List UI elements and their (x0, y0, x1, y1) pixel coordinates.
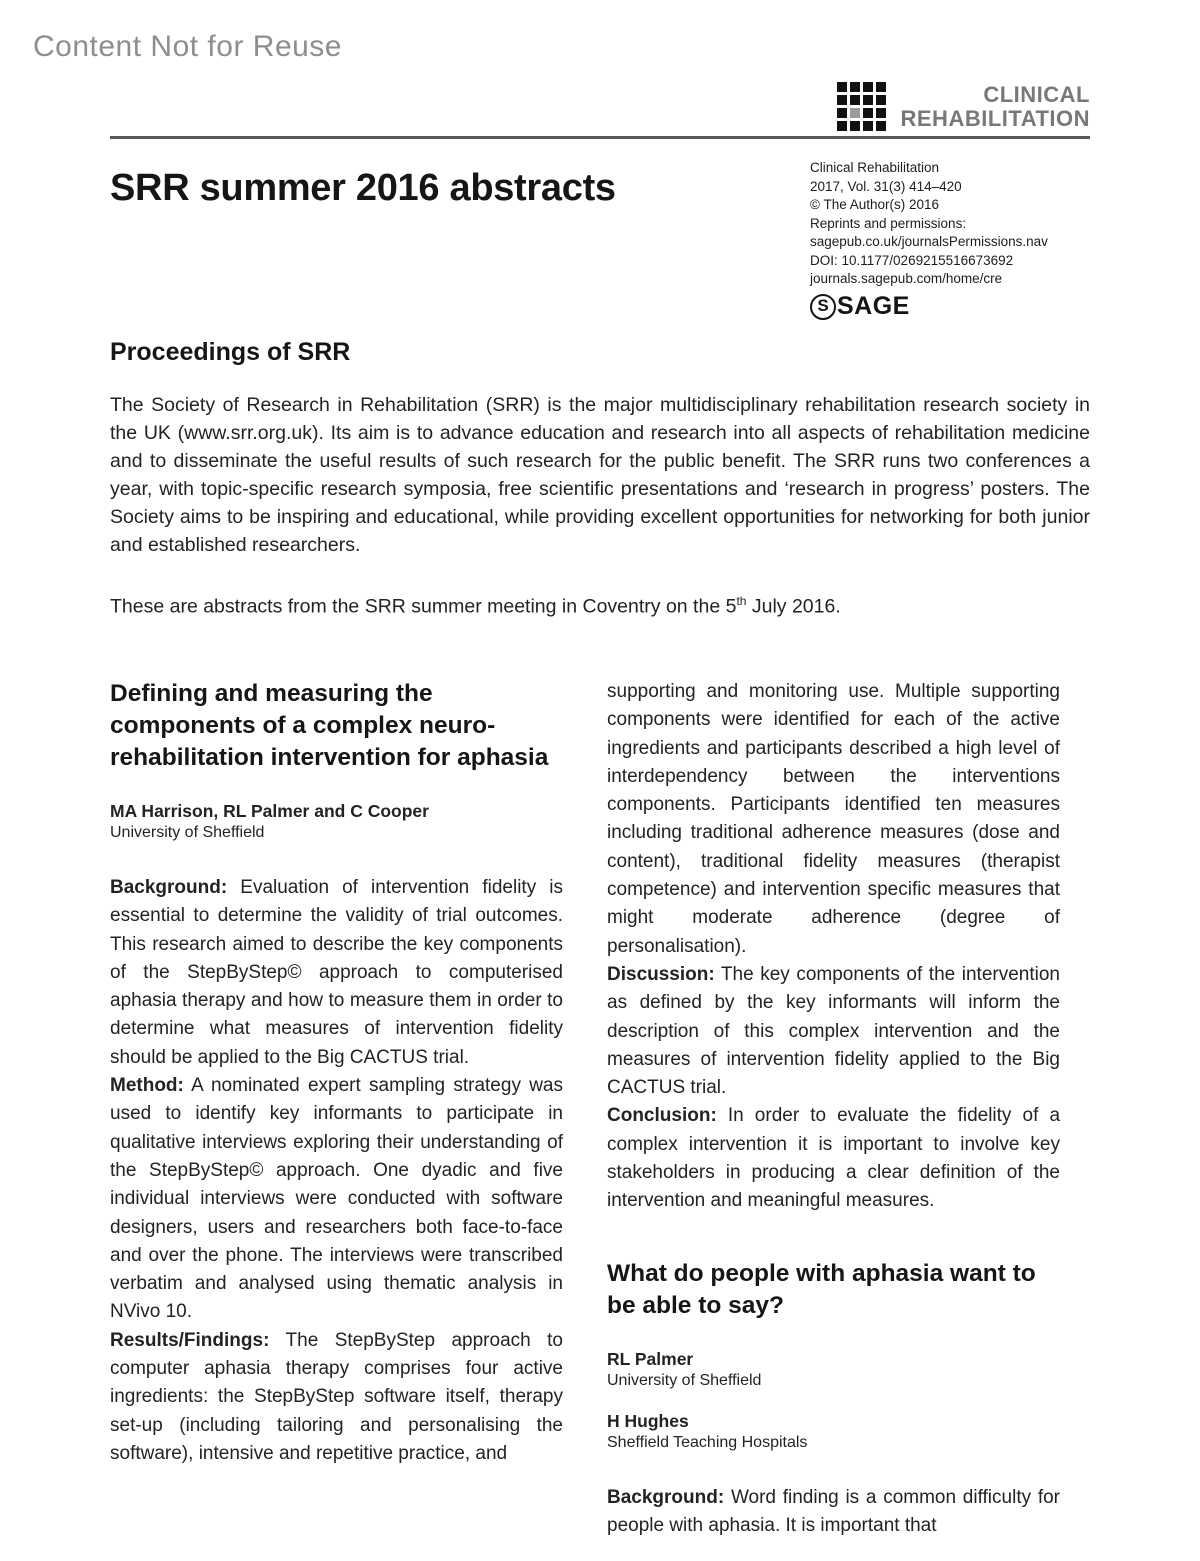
left-column (110, 678, 563, 1540)
sage-logo (810, 294, 1090, 320)
pub-info-permissions-url: sagepub.co.uk/journalsPermissions.nav (810, 234, 1048, 249)
abstract1-body-continued (607, 678, 1060, 1216)
author-name: RL Palmer (607, 1348, 694, 1369)
article-title: SRR summer 2016 abstracts (110, 167, 616, 209)
abstract1-title: Defining and measuring the components of a complex neuro-rehabilitation intervention for aphasia (110, 680, 549, 771)
journal-name-line1: CLINICAL (983, 81, 1090, 107)
page-content (110, 0, 1090, 1540)
header-rule (110, 136, 1090, 139)
journal-grid-logo-icon (837, 82, 886, 131)
right-column (607, 678, 1060, 1540)
discussion-label: Discussion: (607, 963, 715, 985)
results-paragraph (110, 1327, 563, 1468)
abstract2-title: What do people with aphasia want to be able to say? (607, 1259, 1036, 1319)
sage-wordmark: SAGE (837, 292, 910, 321)
sage-s-icon: S (810, 294, 836, 320)
meeting-note (110, 587, 1090, 621)
pub-info-journal: Clinical Rehabilitation (810, 160, 940, 175)
author-affiliation: University of Sheffield (110, 824, 265, 841)
pub-info-reprints: Reprints and permissions: (810, 215, 967, 231)
article-header (110, 159, 1090, 320)
background-paragraph (607, 1484, 1060, 1541)
pub-info-doi: DOI: 10.1177/0269215516673692 (810, 252, 1014, 268)
results-continued-paragraph: supporting and monitoring use. Multiple supporting components were identified for each of the active ingredients and participants described a high level of interdependency between the interventions components. Participants identified ten measures including traditional adherence measures (dose and content), traditional fidelity measures (therapist competence) and intervention specific measures that might moderate adherence (degree of personalisation). (607, 681, 1060, 957)
meeting-note-ordinal: th (736, 593, 747, 608)
conclusion-text: In order to evaluate the fidelity of a complex intervention it is important to involve key stakeholders in producing a clear definition of the intervention and meaningful measures. (607, 1105, 1061, 1212)
watermark-text: Content Not for Reuse (33, 30, 342, 63)
journal-name (901, 83, 1091, 131)
publication-info (810, 159, 1090, 320)
author-affiliation: Sheffield Teaching Hospitals (607, 1433, 808, 1451)
author-affiliation: University of Sheffield (607, 1371, 762, 1389)
results-label: Results/Findings: (110, 1329, 270, 1351)
method-paragraph (110, 1072, 563, 1327)
background-label: Background: (607, 1486, 725, 1508)
abstracts-columns (110, 678, 1090, 1540)
meeting-note-tail: July 2016. (746, 595, 841, 617)
meeting-note-text: These are abstracts from the SRR summer meeting in Coventry on the 5 (110, 595, 737, 617)
masthead (110, 82, 1090, 136)
conclusion-paragraph (607, 1102, 1060, 1215)
proceedings-paragraph: The Society of Research in Rehabilitation (SRR) is the major multidisciplinary rehabilitation research society in the UK (www.srr.org.uk). Its aim is to advance education and research into all aspects of rehabilitation medicine and to disseminate the useful results of such research for the public benefit. The SRR runs two conferences a year, with topic-specific research symposia, free scientific presentations and ‘research in progress’ posters. The Society aims to be inspiring and educational, while providing excellent opportunities for networking for both junior and established researchers. (110, 393, 1090, 556)
method-text: A nominated expert sampling strategy was used to identify key informants to participate in qualitative interviews exploring their understanding of the StepByStep© approach. One dyadic and five individual interviews were conducted with software designers, users and researchers both face-to-face and over the phone. The interviews were transcribed verbatim and analysed using thematic analysis in NVivo 10. (110, 1075, 563, 1323)
author-name: H Hughes (607, 1410, 689, 1431)
conclusion-label: Conclusion: (607, 1105, 717, 1127)
discussion-text: The key components of the intervention as defined by the key informants will inform the description of this complex intervention and the measures of intervention fidelity applied to the Big CACTUS trial. (607, 963, 1060, 1099)
abstract2-authors (607, 1348, 1060, 1454)
pub-info-volume: 2017, Vol. 31(3) 414–420 (810, 178, 962, 194)
pub-info-copyright: © The Author(s) 2016 (810, 197, 940, 212)
proceedings-heading: Proceedings of SRR (110, 337, 351, 366)
discussion-paragraph (607, 961, 1060, 1102)
method-label: Method: (110, 1075, 184, 1097)
background-text: Word finding is a common difficulty for people with aphasia. It is important that (607, 1486, 1061, 1536)
pub-info-home-url: journals.sagepub.com/home/cre (810, 271, 1003, 286)
abstract1-authors (110, 800, 563, 844)
abstract1-body (110, 874, 563, 1468)
journal-name-line2: REHABILITATION (900, 105, 1090, 131)
background-label: Background: (110, 877, 228, 898)
results-text: The StepByStep approach to computer aphasia therapy comprises four active ingredients: the StepByStep software itself, therapy set-up (including tailoring and personalising the software), intensive and repetitive practice, and (110, 1329, 564, 1464)
author-names: MA Harrison, RL Palmer and C Cooper (110, 801, 429, 821)
abstract2-body (607, 1484, 1060, 1541)
author-block (607, 1410, 1060, 1454)
author-block (607, 1348, 1060, 1392)
background-paragraph (110, 874, 563, 1072)
background-text: Evaluation of intervention fidelity is essential to determine the validity of trial outcomes. This research aimed to describe the key components of the StepByStep© approach to computerised aphasia therapy and how to measure them in order to determine what measures of intervention fidelity should be applied to the Big CACTUS trial. (110, 877, 564, 1068)
